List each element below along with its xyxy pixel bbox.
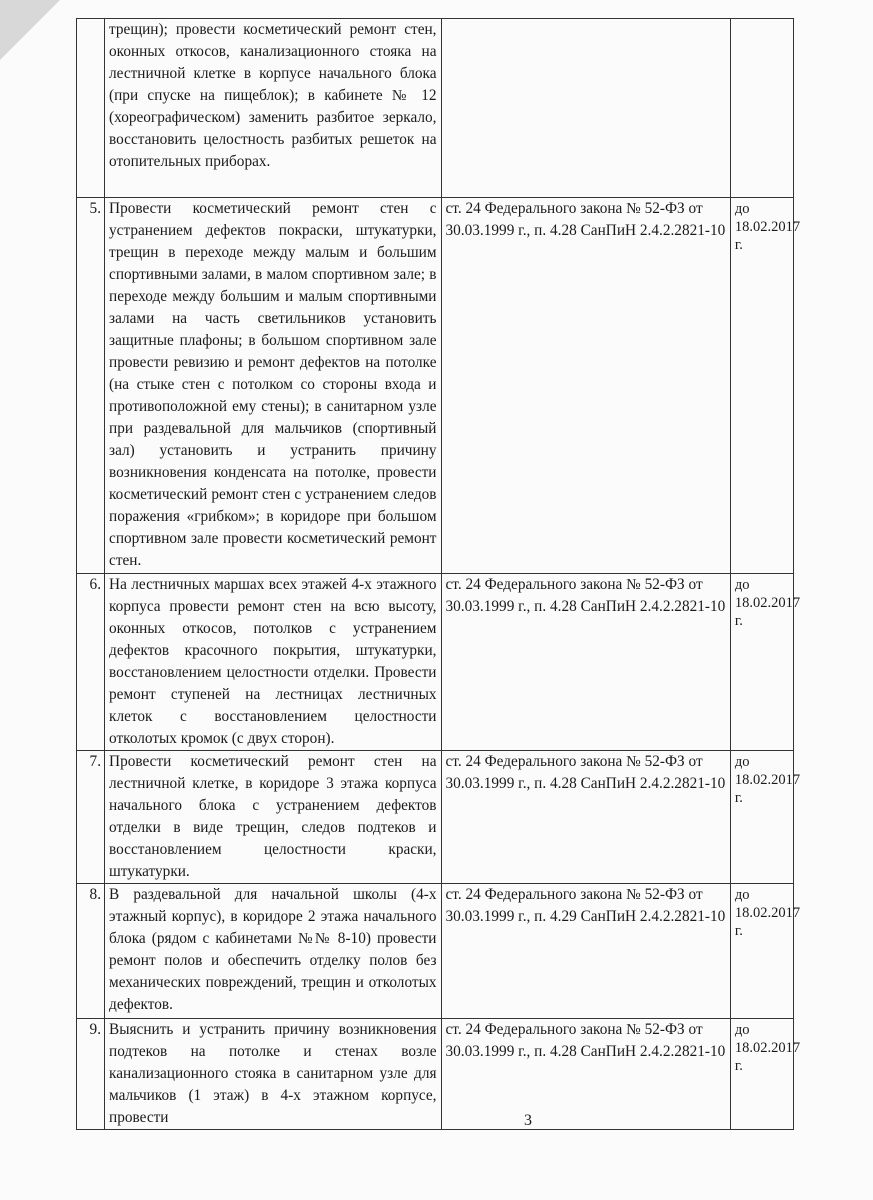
row-legal-basis (441, 19, 730, 198)
row-number (77, 19, 105, 198)
page-number: 3 (524, 1112, 532, 1129)
table-row (77, 19, 794, 198)
table-row (77, 1019, 794, 1130)
row-legal-basis: ст. 24 Федерального закона № 52-ФЗ от 30.03.1999 г., п. 4.28 СанПиН 2.4.2.2821-10 (441, 1019, 730, 1130)
row-deadline: до 18.02.2017 г. (730, 574, 793, 751)
row-number: 7. (77, 751, 105, 884)
row-deadline: до 18.02.2017 г. (730, 1019, 793, 1130)
row-number: 8. (77, 884, 105, 1019)
table-row (77, 884, 794, 1019)
row-measure-text: В раздевальной для начальной школы (4-х этажный корпус), в коридоре 2 этажа начального блока (рядом с кабинетами №№ 8-10) провести ремонт полов и обеспечить отделку полов без механических повреждений, трещин и отколотых дефектов. (105, 884, 441, 1019)
row-deadline: до 18.02.2017 г. (730, 884, 793, 1019)
table-row (77, 751, 794, 884)
folded-page-corner (0, 0, 60, 60)
row-deadline (730, 19, 793, 198)
table-row (77, 574, 794, 751)
row-measure-text: На лестничных маршах всех этажей 4-х этажного корпуса провести ремонт стен на всю высоту, оконных откосов, потолков с устранением дефектов красочного покрытия, штукатурки, восстановлением целостности отделки. Провести ремонт ступеней на лестницах лестничных клеток с восстановлением целостности отколотых кромок (с двух сторон). (105, 574, 441, 751)
row-legal-basis: ст. 24 Федерального закона № 52-ФЗ от 30.03.1999 г., п. 4.29 СанПиН 2.4.2.2821-10 (441, 884, 730, 1019)
row-number: 5. (77, 198, 105, 574)
row-measure-text: Провести косметический ремонт стен с устранением дефектов покраски, штукатурки, трещин в переходе между малым и большим спортивными залами, в малом спортивном зале; в переходе между большим и малым спортивными залами на часть светильников установить защитные плафоны; в большом спортивном зале провести ревизию и ремонт дефектов на потолке (на стыке стен с потолком со стороны входа и противоположной ему стены); в санитарном узле при раздевальной для мальчиков (спортивный зал) установить и устранить причину возникновения конденсата на потолке, провести косметический ремонт стен с устранением следов поражения «грибком»; в коридоре при большом спортивном зале провести косметический ремонт стен. (105, 198, 441, 574)
row-measure-text: Выяснить и устранить причину возникновения подтеков на потолке и стенах возле канализационного стояка в санитарном узле для мальчиков (1 этаж) в 4-х этажном корпусе, провести (105, 1019, 441, 1130)
table-row (77, 198, 794, 574)
remediation-table (76, 18, 801, 1130)
row-legal-basis: ст. 24 Федерального закона № 52-ФЗ от 30.03.1999 г., п. 4.28 СанПиН 2.4.2.2821-10 (441, 574, 730, 751)
row-number: 9. (77, 1019, 105, 1130)
row-measure-text: трещин); провести косметический ремонт стен, оконных откосов, канализационного стояка на лестничной клетке в корпусе начального блока (при спуске на пищеблок); в кабинете № 12 (хореографическом) заменить разбитое зеркало, восстановить целостность разбитых решеток на отопительных приборах. (105, 19, 441, 198)
row-legal-basis: ст. 24 Федерального закона № 52-ФЗ от 30.03.1999 г., п. 4.28 СанПиН 2.4.2.2821-10 (441, 198, 730, 574)
row-deadline: до 18.02.2017 г. (730, 198, 793, 574)
row-number: 6. (77, 574, 105, 751)
row-measure-text: Провести косметический ремонт стен на лестничной клетке, в коридоре 3 этажа корпуса начального блока с устранением дефектов отделки в виде трещин, следов подтеков и восстановлением целостности краски, штукатурки. (105, 751, 441, 884)
row-legal-basis: ст. 24 Федерального закона № 52-ФЗ от 30.03.1999 г., п. 4.28 СанПиН 2.4.2.2821-10 (441, 751, 730, 884)
row-deadline: до 18.02.2017 г. (730, 751, 793, 884)
